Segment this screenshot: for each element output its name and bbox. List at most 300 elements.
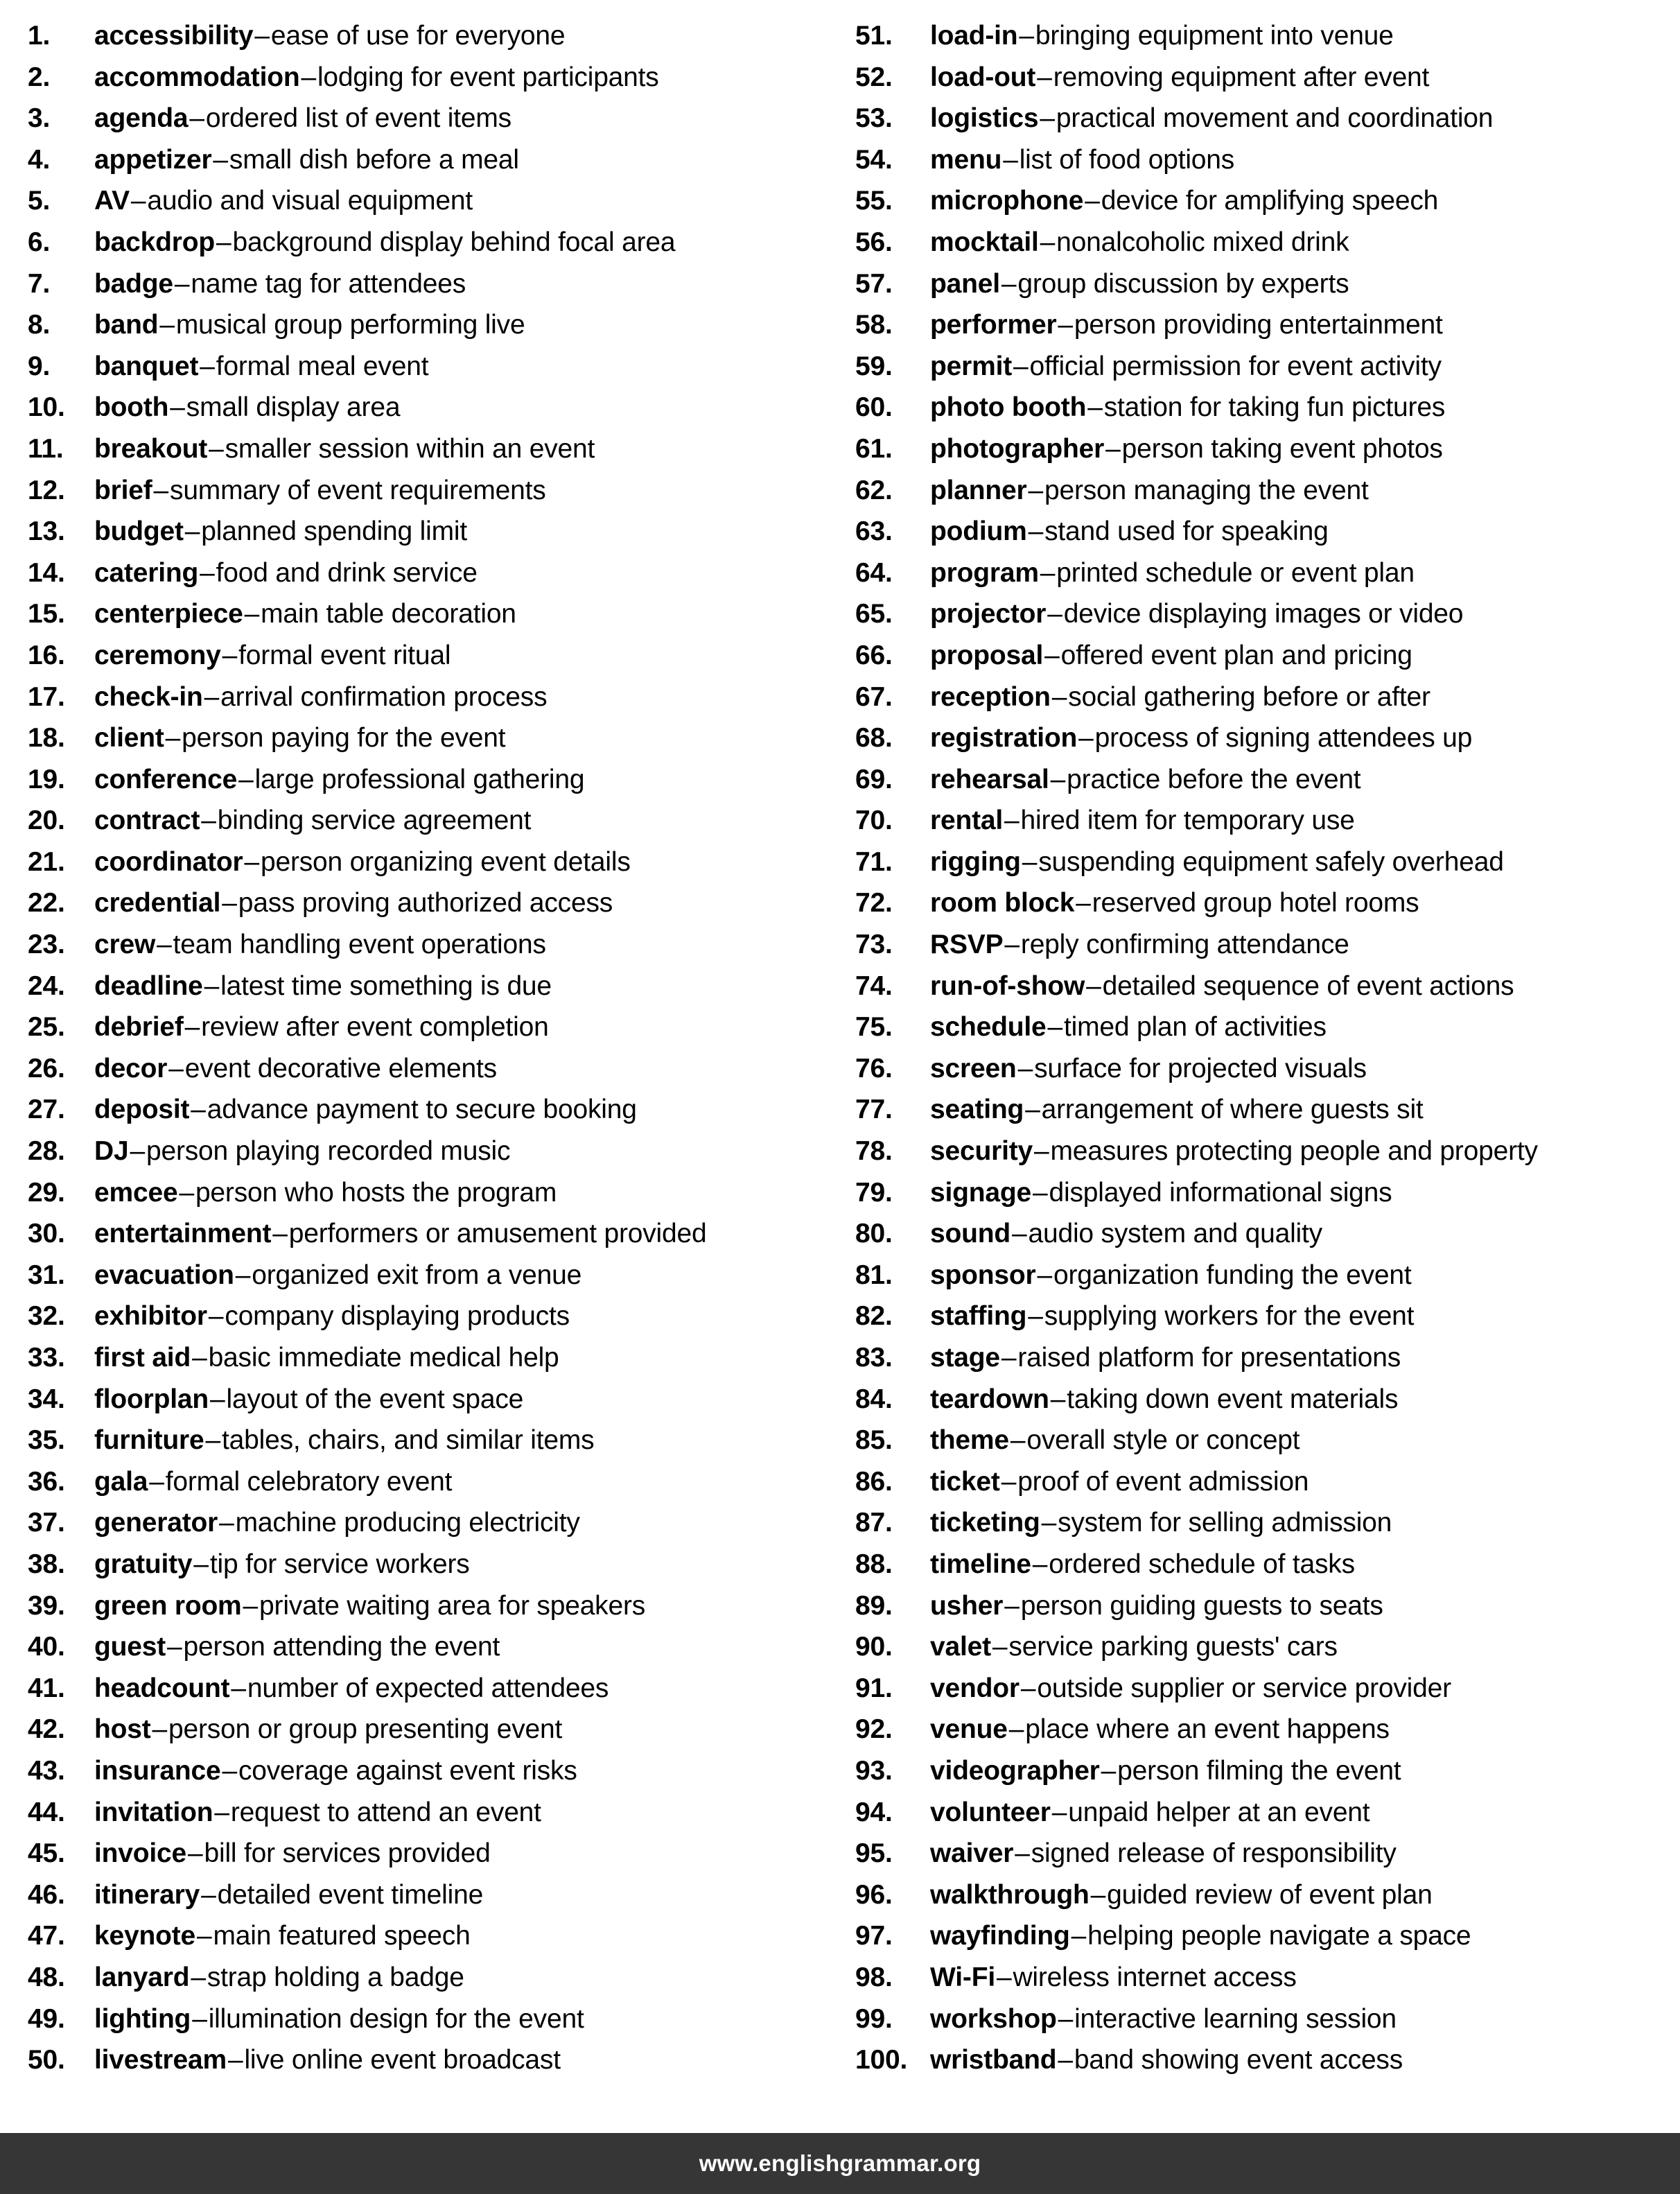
entry-number: 16.: [28, 640, 65, 670]
entry-number: 43.: [28, 1755, 65, 1786]
entry-term: rehearsal: [930, 764, 1049, 794]
entry-number: 40.: [28, 1632, 65, 1662]
footer-website-url[interactable]: www.englishgrammar.org: [699, 2150, 981, 2176]
entry-term: menu: [930, 144, 1002, 175]
entry-definition: signed release of responsibility: [1031, 1838, 1397, 1869]
glossary-entry: [28, 1544, 834, 1585]
glossary-entry: [855, 98, 1674, 139]
glossary-entry: [855, 924, 1674, 966]
entry-number: 86.: [855, 1466, 893, 1497]
entry-number: 98.: [855, 1962, 893, 1992]
glossary-entry: [28, 1089, 834, 1131]
entry-separator: –: [1085, 186, 1100, 216]
entry-separator: –: [1058, 2045, 1073, 2075]
glossary-entry: [28, 1668, 834, 1709]
entry-separator: –: [219, 1508, 234, 1538]
entry-definition: background display behind focal area: [232, 227, 676, 257]
glossary-entry: [28, 1999, 834, 2040]
entry-term: floorplan: [94, 1384, 209, 1414]
entry-definition: pass proving authorized access: [238, 888, 613, 918]
entry-definition: person guiding guests to seats: [1020, 1590, 1383, 1621]
entry-definition: tables, chairs, and similar items: [222, 1425, 595, 1456]
glossary-entry: [28, 1255, 834, 1296]
entry-number: 19.: [28, 764, 65, 794]
entry-number: 34.: [28, 1384, 65, 1414]
entry-definition: illumination design for the event: [208, 2003, 584, 2034]
entry-term: performer: [930, 310, 1057, 340]
entry-number: 23.: [28, 930, 65, 960]
entry-number: 85.: [855, 1425, 893, 1456]
entry-definition: reply confirming attendance: [1020, 930, 1349, 960]
entry-number: 53.: [855, 103, 893, 134]
entry-term: invitation: [94, 1797, 213, 1827]
entry-definition: interactive learning session: [1074, 2003, 1397, 2034]
glossary-entry: [855, 15, 1674, 57]
entry-definition: small display area: [186, 392, 401, 423]
entry-separator: –: [130, 186, 146, 216]
entry-term: host: [94, 1714, 151, 1745]
entry-definition: musical group performing live: [175, 310, 525, 340]
entry-number: 35.: [28, 1425, 65, 1456]
entry-term: evacuation: [94, 1260, 234, 1290]
glossary-entry: [855, 1833, 1674, 1874]
entry-separator: –: [1003, 144, 1018, 175]
entry-term: RSVP: [930, 930, 1004, 960]
entry-number: 3.: [28, 103, 51, 134]
entry-definition: group discussion by experts: [1017, 268, 1349, 299]
entry-definition: arrangement of where guests sit: [1041, 1095, 1424, 1125]
entry-separator: –: [1050, 764, 1066, 794]
glossary-entry: [855, 1502, 1674, 1544]
glossary-entry: [855, 1089, 1674, 1131]
entry-number: 12.: [28, 475, 65, 505]
entry-term: usher: [930, 1590, 1004, 1621]
entry-number: 1.: [28, 21, 51, 51]
entry-separator: –: [1086, 970, 1101, 1001]
entry-separator: –: [1001, 1343, 1017, 1373]
entry-term: wristband: [930, 2045, 1057, 2075]
entry-definition: outside supplier or service provider: [1037, 1673, 1451, 1703]
entry-separator: –: [200, 351, 215, 381]
entry-number: 13.: [28, 516, 65, 547]
entry-separator: –: [200, 557, 215, 588]
entry-term: volunteer: [930, 1797, 1051, 1827]
entry-number: 71.: [855, 846, 893, 877]
glossary-entry: [28, 304, 834, 346]
entry-definition: ordered schedule of tasks: [1049, 1549, 1355, 1579]
entry-separator: –: [1025, 1095, 1040, 1125]
entry-separator: –: [1033, 1136, 1049, 1167]
glossary-entry: [855, 1461, 1674, 1503]
glossary-entry: [28, 1296, 834, 1337]
entry-number: 69.: [855, 764, 893, 794]
entry-definition: stand used for speaking: [1044, 516, 1329, 547]
glossary-entry: [28, 2039, 834, 2081]
entry-separator: –: [170, 392, 185, 423]
entry-number: 96.: [855, 1879, 893, 1910]
entry-number: 26.: [28, 1053, 65, 1083]
entry-separator: –: [235, 1260, 251, 1290]
entry-number: 87.: [855, 1508, 893, 1538]
entry-separator: –: [254, 21, 270, 51]
entry-term: insurance: [94, 1755, 221, 1786]
glossary-entry: [855, 1915, 1674, 1957]
entry-definition: surface for projected visuals: [1034, 1053, 1367, 1083]
entry-term: waiver: [930, 1838, 1014, 1869]
entry-number: 51.: [855, 21, 893, 51]
glossary-entry: [28, 842, 834, 883]
entry-number: 62.: [855, 475, 893, 505]
entry-term: ticketing: [930, 1508, 1040, 1538]
entry-definition: offered event plan and pricing: [1060, 640, 1412, 670]
entry-term: projector: [930, 599, 1047, 629]
glossary-entry: [28, 677, 834, 718]
entry-term: mocktail: [930, 227, 1039, 257]
entry-definition: private waiting area for speakers: [259, 1590, 646, 1621]
entry-number: 24.: [28, 970, 65, 1001]
glossary-entry: [28, 1461, 834, 1503]
entry-separator: –: [201, 1879, 216, 1910]
entry-separator: –: [1028, 475, 1043, 505]
entry-number: 5.: [28, 186, 51, 216]
entry-separator: –: [1028, 1301, 1043, 1332]
glossary-entry: [28, 800, 834, 842]
glossary-entry: [28, 1379, 834, 1420]
entry-definition: raised platform for presentations: [1017, 1343, 1401, 1373]
entry-term: decor: [94, 1053, 168, 1083]
entry-number: 9.: [28, 351, 51, 381]
entry-definition: person filming the event: [1117, 1755, 1401, 1786]
entry-number: 89.: [855, 1590, 893, 1621]
glossary-entry: [28, 966, 834, 1007]
entry-separator: –: [1040, 227, 1056, 257]
glossary-entry: [855, 1213, 1674, 1255]
entry-separator: –: [167, 1632, 182, 1662]
entry-term: gratuity: [94, 1549, 193, 1579]
entry-separator: –: [204, 970, 220, 1001]
entry-term: ceremony: [94, 640, 221, 670]
entry-definition: official permission for event activity: [1029, 351, 1442, 381]
entry-separator: –: [208, 1301, 224, 1332]
entry-separator: –: [1022, 846, 1038, 877]
page-footer: [0, 2133, 1680, 2194]
entry-term: videographer: [930, 1755, 1100, 1786]
entry-number: 39.: [28, 1590, 65, 1621]
glossary-entry: [28, 346, 834, 388]
entry-definition: detailed event timeline: [217, 1879, 484, 1910]
entry-term: proposal: [930, 640, 1044, 670]
glossary-entry: [28, 759, 834, 801]
entry-number: 73.: [855, 930, 893, 960]
glossary-entry: [855, 180, 1674, 222]
entry-term: keynote: [94, 1921, 195, 1951]
entry-definition: overall style or concept: [1026, 1425, 1300, 1456]
entry-number: 44.: [28, 1797, 65, 1827]
entry-number: 47.: [28, 1921, 65, 1951]
glossary-entry: [855, 717, 1674, 759]
entry-term: logistics: [930, 103, 1039, 134]
glossary-entry: [855, 346, 1674, 388]
entry-separator: –: [1010, 1425, 1026, 1456]
entry-definition: machine producing electricity: [235, 1508, 580, 1538]
entry-term: headcount: [94, 1673, 230, 1703]
entry-definition: band showing event access: [1074, 2045, 1403, 2075]
entry-separator: –: [1051, 681, 1067, 712]
entry-term: appetizer: [94, 144, 212, 175]
entry-definition: coverage against event risks: [238, 1755, 577, 1786]
entry-definition: supplying workers for the event: [1044, 1301, 1415, 1332]
entry-term: seating: [930, 1095, 1024, 1125]
entry-definition: hired item for temporary use: [1020, 806, 1355, 836]
entry-number: 90.: [855, 1632, 893, 1662]
entry-number: 95.: [855, 1838, 893, 1869]
entry-number: 78.: [855, 1136, 893, 1167]
entry-definition: device for amplifying speech: [1101, 186, 1439, 216]
entry-definition: process of signing attendees up: [1094, 723, 1473, 754]
entry-separator: –: [1047, 599, 1062, 629]
entry-number: 84.: [855, 1384, 893, 1414]
entry-number: 100.: [855, 2045, 908, 2075]
entry-definition: live online event broadcast: [244, 2045, 561, 2075]
glossary-entry: [855, 842, 1674, 883]
entry-separator: –: [197, 1921, 212, 1951]
entry-separator: –: [1050, 1384, 1066, 1414]
entry-definition: person or group presenting event: [168, 1714, 563, 1745]
entry-definition: audio system and quality: [1028, 1219, 1322, 1249]
entry-term: podium: [930, 516, 1027, 547]
entry-definition: service parking guests' cars: [1008, 1632, 1338, 1662]
entry-number: 38.: [28, 1549, 65, 1579]
glossary-entry: [28, 1874, 834, 1916]
entry-term: check-in: [94, 681, 203, 712]
entry-term: credential: [94, 888, 221, 918]
glossary-entry: [28, 924, 834, 966]
entry-term: photo booth: [930, 392, 1087, 423]
entry-number: 37.: [28, 1508, 65, 1538]
entry-term: banquet: [94, 351, 199, 381]
entry-separator: –: [244, 599, 260, 629]
entry-term: run-of-show: [930, 970, 1085, 1001]
entry-number: 64.: [855, 557, 893, 588]
entry-definition: person taking event photos: [1121, 433, 1443, 464]
entry-separator: –: [992, 1632, 1008, 1662]
glossary-entry: [28, 1585, 834, 1627]
entry-term: band: [94, 310, 159, 340]
entry-separator: –: [209, 433, 224, 464]
entry-term: teardown: [930, 1384, 1049, 1414]
entry-term: microphone: [930, 186, 1084, 216]
entry-definition: company displaying products: [225, 1301, 570, 1332]
glossary-entry: [855, 1379, 1674, 1420]
entry-number: 80.: [855, 1219, 893, 1249]
entry-definition: ease of use for everyone: [270, 21, 566, 51]
entry-definition: nonalcoholic mixed drink: [1056, 227, 1349, 257]
entry-separator: –: [1071, 1921, 1087, 1951]
entry-separator: –: [168, 1053, 184, 1083]
entry-term: deposit: [94, 1095, 190, 1125]
entry-definition: list of food options: [1019, 144, 1235, 175]
entry-definition: detailed sequence of event actions: [1102, 970, 1514, 1001]
glossary-entry: [28, 1750, 834, 1792]
glossary-list-left: [28, 15, 834, 2081]
entry-separator: –: [192, 2003, 207, 2034]
entry-separator: –: [222, 1755, 237, 1786]
glossary-entry: [28, 882, 834, 924]
entry-number: 25.: [28, 1012, 65, 1043]
entry-number: 68.: [855, 723, 893, 754]
entry-separator: –: [1076, 888, 1091, 918]
entry-number: 83.: [855, 1343, 893, 1373]
entry-term: venue: [930, 1714, 1008, 1745]
entry-separator: –: [244, 846, 259, 877]
entry-separator: –: [204, 681, 220, 712]
entry-term: accommodation: [94, 62, 300, 92]
entry-number: 70.: [855, 806, 893, 836]
entry-definition: guided review of event plan: [1107, 1879, 1433, 1910]
entry-number: 54.: [855, 144, 893, 175]
entry-separator: –: [210, 1384, 225, 1414]
entry-separator: –: [1013, 351, 1029, 381]
entry-term: registration: [930, 723, 1078, 754]
entry-definition: practice before the event: [1067, 764, 1361, 794]
entry-term: gala: [94, 1466, 148, 1497]
glossary-entry: [855, 1709, 1674, 1750]
entry-number: 93.: [855, 1755, 893, 1786]
entry-number: 15.: [28, 599, 65, 629]
entry-separator: –: [227, 2045, 243, 2075]
glossary-entry: [855, 1337, 1674, 1379]
entry-separator: –: [1090, 1879, 1106, 1910]
glossary-entry: [855, 1544, 1674, 1585]
entry-separator: –: [130, 1136, 145, 1167]
glossary-entry: [28, 1048, 834, 1090]
entry-separator: –: [174, 268, 190, 299]
entry-term: theme: [930, 1425, 1009, 1456]
entry-separator: –: [1041, 1508, 1057, 1538]
entry-separator: –: [1004, 930, 1020, 960]
entry-definition: proof of event admission: [1017, 1466, 1309, 1497]
entry-separator: –: [179, 1177, 194, 1208]
entry-term: breakout: [94, 433, 208, 464]
entry-separator: –: [189, 103, 204, 134]
glossary-entry: [855, 222, 1674, 263]
entry-term: booth: [94, 392, 169, 423]
entry-term: signage: [930, 1177, 1031, 1208]
entry-definition: smaller session within an event: [225, 433, 595, 464]
entry-definition: suspending equipment safely overhead: [1038, 846, 1504, 877]
entry-term: workshop: [930, 2003, 1057, 2034]
glossary-entry: [855, 1296, 1674, 1337]
glossary-entry: [855, 470, 1674, 512]
entry-term: deadline: [94, 970, 203, 1001]
entry-number: 18.: [28, 723, 65, 754]
entry-separator: –: [1040, 557, 1056, 588]
entry-number: 75.: [855, 1012, 893, 1043]
glossary-entry: [28, 1337, 834, 1379]
glossary-entry: [855, 304, 1674, 346]
entry-definition: formal event ritual: [238, 640, 451, 670]
entry-definition: helping people navigate a space: [1087, 1921, 1471, 1951]
entry-definition: team handling event operations: [173, 930, 546, 960]
entry-term: first aid: [94, 1343, 191, 1373]
entry-number: 57.: [855, 268, 893, 299]
entry-definition: review after event completion: [201, 1012, 549, 1043]
entry-separator: –: [1105, 433, 1121, 464]
entry-definition: wireless internet access: [1013, 1962, 1297, 1992]
entry-definition: small dish before a meal: [229, 144, 519, 175]
entry-separator: –: [165, 723, 181, 754]
entry-number: 21.: [28, 846, 65, 877]
glossary-entry: [855, 1750, 1674, 1792]
glossary-entry: [855, 1874, 1674, 1916]
entry-term: DJ: [94, 1136, 129, 1167]
entry-separator: –: [222, 888, 237, 918]
entry-separator: –: [301, 62, 316, 92]
entry-term: ticket: [930, 1466, 1000, 1497]
entry-separator: –: [213, 144, 228, 175]
entry-separator: –: [1078, 723, 1094, 754]
entry-number: 58.: [855, 310, 893, 340]
glossary-entry: [855, 1585, 1674, 1627]
entry-definition: person managing the event: [1044, 475, 1369, 505]
entry-definition: arrival confirmation process: [220, 681, 548, 712]
glossary-entry: [855, 1007, 1674, 1048]
entry-term: load-in: [930, 21, 1018, 51]
entry-number: 79.: [855, 1177, 893, 1208]
glossary-entry: [28, 222, 834, 263]
glossary-entry: [28, 717, 834, 759]
glossary-entry: [855, 428, 1674, 470]
entry-definition: person who hosts the program: [195, 1177, 557, 1208]
entry-separator: –: [272, 1219, 288, 1249]
glossary-entry: [28, 593, 834, 635]
entry-term: timeline: [930, 1549, 1031, 1579]
entry-term: guest: [94, 1632, 166, 1662]
entry-definition: large professional gathering: [254, 764, 585, 794]
entry-definition: formal meal event: [216, 351, 429, 381]
glossary-entry: [28, 1131, 834, 1172]
entry-separator: –: [1044, 640, 1060, 670]
glossary-entry: [855, 593, 1674, 635]
entry-definition: food and drink service: [216, 557, 478, 588]
entry-term: wayfinding: [930, 1921, 1070, 1951]
entry-definition: event decorative elements: [184, 1053, 497, 1083]
glossary-entry: [28, 263, 834, 305]
entry-number: 14.: [28, 557, 65, 588]
entry-term: lanyard: [94, 1962, 190, 1992]
entry-separator: –: [1028, 516, 1044, 547]
entry-number: 59.: [855, 351, 893, 381]
entry-term: brief: [94, 475, 152, 505]
glossary-entry: [855, 759, 1674, 801]
entry-number: 74.: [855, 970, 893, 1001]
entry-definition: station for taking fun pictures: [1103, 392, 1446, 423]
entry-number: 99.: [855, 2003, 893, 2034]
entry-separator: –: [205, 1425, 221, 1456]
entry-separator: –: [238, 764, 254, 794]
entry-number: 17.: [28, 681, 65, 712]
glossary-entry: [28, 57, 834, 98]
entry-separator: –: [243, 1590, 259, 1621]
entry-term: Wi-Fi: [930, 1962, 995, 1992]
entry-term: staffing: [930, 1301, 1027, 1332]
entry-term: permit: [930, 351, 1012, 381]
entry-definition: organized exit from a venue: [252, 1260, 582, 1290]
entry-term: photographer: [930, 433, 1105, 464]
entry-number: 4.: [28, 144, 51, 175]
entry-separator: –: [184, 1012, 200, 1043]
entry-definition: tip for service workers: [209, 1549, 470, 1579]
